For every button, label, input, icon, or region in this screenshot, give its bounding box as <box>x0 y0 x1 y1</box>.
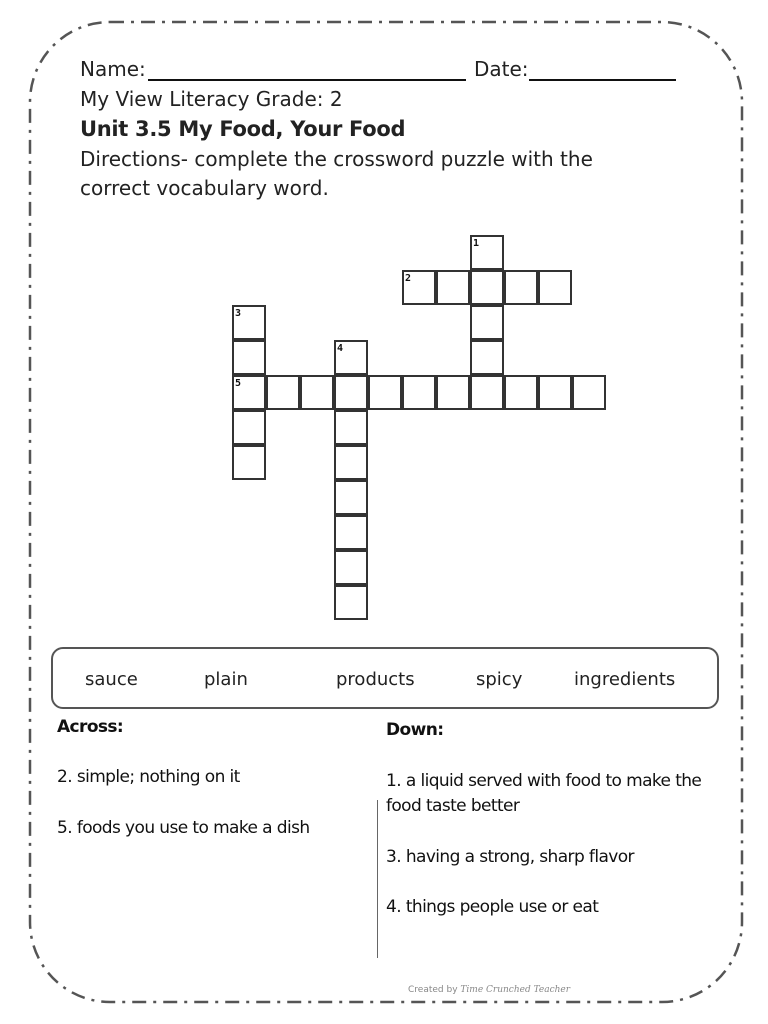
crossword-cell[interactable] <box>334 340 368 375</box>
crossword-cell[interactable] <box>334 550 368 585</box>
word-bank-item: plain <box>204 669 248 690</box>
name-label: Name: <box>80 57 146 81</box>
name-line[interactable] <box>148 79 466 81</box>
clue-number: 3 <box>235 308 242 319</box>
across-clue: 2. simple; nothing on it <box>57 767 240 787</box>
crossword-cell[interactable] <box>436 270 470 305</box>
clue-divider <box>377 800 378 958</box>
down-clue: 1. a liquid served with food to make the food taste better <box>386 771 702 816</box>
down-clue: 4. things people use or eat <box>386 897 599 917</box>
word-bank-item: spicy <box>476 669 523 690</box>
unit-title: Unit 3.5 My Food, Your Food <box>80 117 406 141</box>
crossword-cell[interactable] <box>368 375 402 410</box>
word-bank <box>51 647 719 709</box>
crossword-cell[interactable] <box>232 445 266 480</box>
crossword-cell[interactable] <box>266 375 300 410</box>
word-bank-item: ingredients <box>574 669 676 690</box>
crossword-cell[interactable] <box>470 340 504 375</box>
crossword-cell[interactable] <box>334 480 368 515</box>
across-heading: Across: <box>57 717 124 737</box>
crossword-cell[interactable] <box>334 445 368 480</box>
crossword-cell[interactable] <box>436 375 470 410</box>
across-clue: 5. foods you use to make a dish <box>57 818 310 838</box>
word-bank-item: products <box>336 669 415 690</box>
program-title: My View Literacy Grade: 2 <box>80 87 343 111</box>
crossword-cell[interactable] <box>504 270 538 305</box>
date-label: Date: <box>474 57 529 81</box>
crossword-cell[interactable] <box>300 375 334 410</box>
crossword-cell[interactable] <box>402 270 436 305</box>
clue-number: 2 <box>405 273 412 284</box>
date-line[interactable] <box>529 79 676 81</box>
crossword-cell[interactable] <box>232 305 266 340</box>
crossword-cell[interactable] <box>538 270 572 305</box>
crossword-cell[interactable] <box>470 235 504 270</box>
clue-number: 1 <box>473 238 480 249</box>
crossword-cell[interactable] <box>504 375 538 410</box>
down-clue: 3. having a strong, sharp flavor <box>386 847 634 867</box>
credit-brand: Time Crunched Teacher <box>460 985 571 995</box>
crossword-cell[interactable] <box>334 375 368 410</box>
crossword-cell[interactable] <box>470 270 504 305</box>
credit-prefix: Created by <box>408 985 458 995</box>
directions-text: Directions- complete the crossword puzzle with the correct vocabulary word. <box>80 147 593 200</box>
crossword-cell[interactable] <box>334 515 368 550</box>
crossword-cell[interactable] <box>232 375 266 410</box>
clue-number: 4 <box>337 343 344 354</box>
down-heading: Down: <box>386 720 444 740</box>
crossword-cell[interactable] <box>232 410 266 445</box>
clue-number: 5 <box>235 378 242 389</box>
crossword-cell[interactable] <box>334 410 368 445</box>
credit-line <box>408 985 570 995</box>
word-bank-item: sauce <box>85 669 138 690</box>
crossword-cell[interactable] <box>538 375 572 410</box>
crossword-cell[interactable] <box>572 375 606 410</box>
crossword-cell[interactable] <box>470 305 504 340</box>
crossword-cell[interactable] <box>232 340 266 375</box>
crossword-cell[interactable] <box>402 375 436 410</box>
crossword-cell[interactable] <box>470 375 504 410</box>
crossword-cell[interactable] <box>334 585 368 620</box>
